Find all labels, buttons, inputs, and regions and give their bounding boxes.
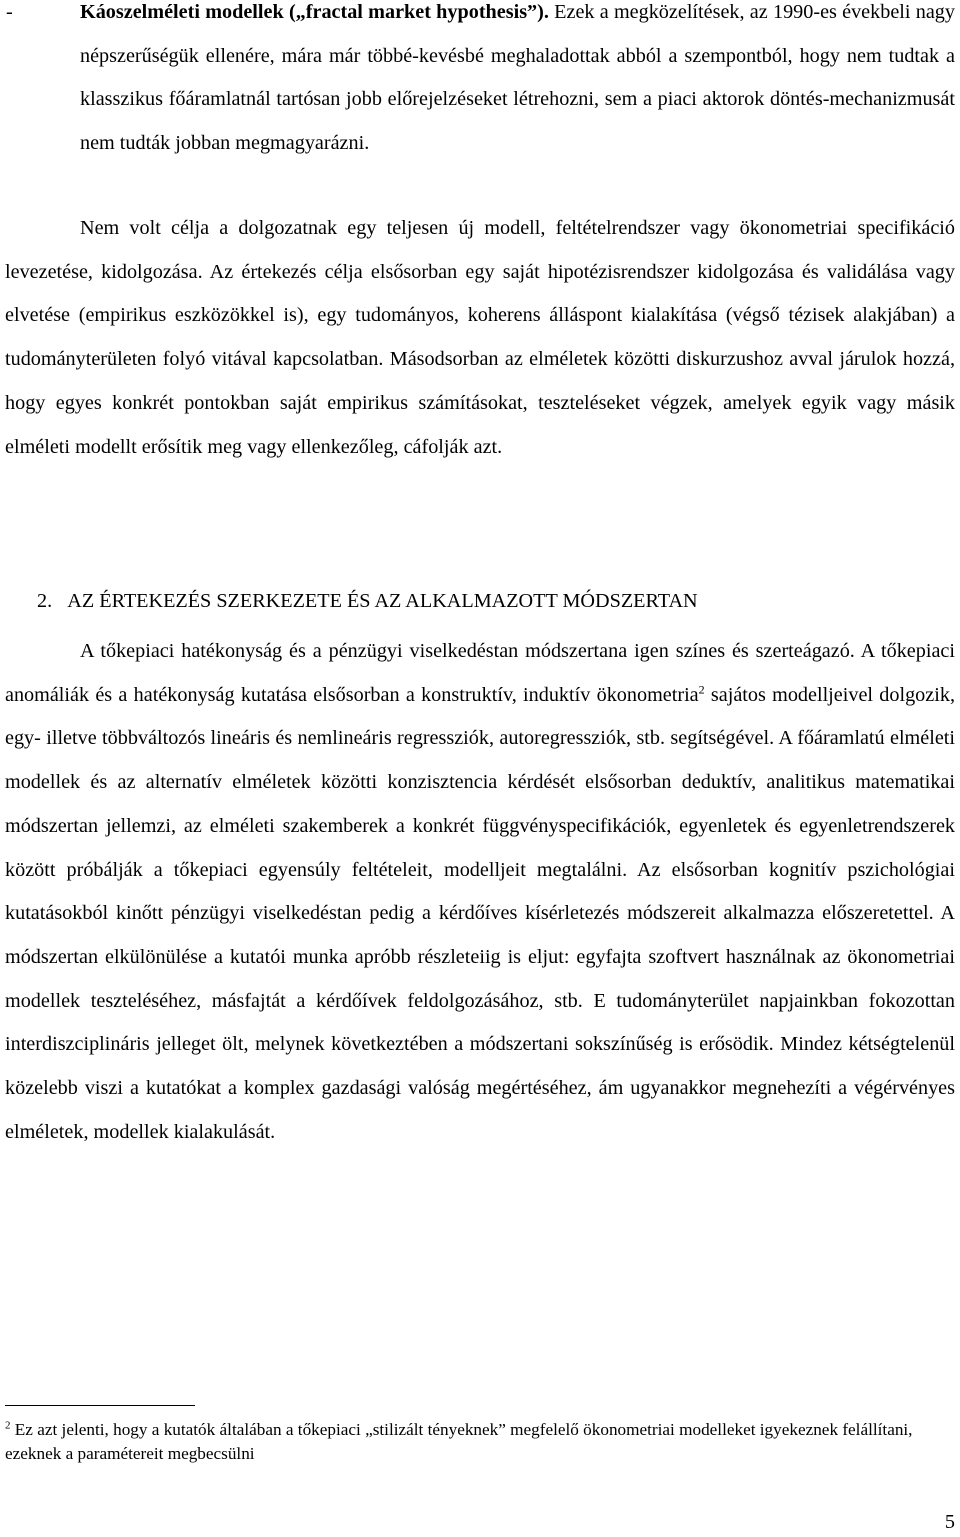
paragraph-methodology-part-1: A tőkepiaci hatékonyság és a pénzügyi viselkedéstan módszertana igen színes és szerteágazó. A tőkepiaci anomáliák és a hatékonyság kutatása elsősorban a konstruktív, induktív ökonometria (5, 640, 955, 706)
list-marker: - (6, 1, 13, 23)
list-item-text: Ezek a megközelítések, az 1990-es évekbeli nagy népszerűségük ellenére, mára már többé-kevésbé meghaladottak abból a szempontból, hogy nem tudtak a klasszikus főáramlatnál tartósan jobb előrejelzéseket létrehozni, sem a piaci aktorok döntés-mechanizmusát nem tudták jobban megmagyarázni. (80, 1, 955, 155)
section-number: 2. (37, 590, 53, 612)
page-number: 5 (944, 1511, 955, 1533)
list-item-bold-lead: Káoszelméleti modellek („fractal market hypothesis”). (80, 1, 549, 23)
paragraph-methodology-part-2: sajátos modelljeivel dolgozik, egy- illetve többváltozós lineáris és nemlineáris regressziók, autoregressziók, stb. segítségével. A főáramlatú elméleti modellek és az alternatív elméletek közötti konzisztencia kérdését elsősorban deduktív, analitikus matematikai módszertan jellemzi, az elméleti szakemberek a konkrét függvényspecifikációk, egyenletek és egyenletrendszerek között próbálják a tőkepiaci egyensúly feltételeit, modelljeit megtalálni. Az elsősorban kognitív pszichológiai kutatásokból kinőtt pénzügyi viselkedéstan pedig a kérdőíves kísérletezés módszereit alkalmazza előszeretettel. A módszertan elkülönülése a kutatói munka apróbb részleteiig is eljut: egyfajta szoftvert használnak az ökonometriai modellek teszteléséhez, másfajtát a kérdőívek feldolgozásához, stb. E tudományterület napjainkban fokozottan interdiszciplináris jelleget ölt, melynek következtében a módszertani sokszínűség is erősödik. Mindez kétségtelenül közelebb viszi a kutatókat a komplex gazdasági valóság megértéséhez, ám ugyanakkor megnehezíti a végérvényes elméletek, modellek kialakulását. (5, 683, 955, 1143)
footnote (5, 1418, 955, 1467)
footnote-text: Ez azt jelenti, hogy a kutatók általában a tőkepiaci „stilizált tényeknek” megfelelő ökonometriai modelleket igyekeznek felállítani, ezeknek a paramétereit megbecsülni (5, 1420, 913, 1464)
list-item-chaos-models (80, 0, 955, 166)
section-heading (37, 580, 955, 624)
section-title: AZ ÉRTEKEZÉS SZERKEZETE ÉS AZ ALKALMAZOTT MÓDSZERTAN (67, 590, 698, 612)
footnote-separator (5, 1405, 195, 1406)
paragraph-methodology (5, 630, 955, 1154)
paragraph-goals: Nem volt célja a dolgozatnak egy teljesen új modell, feltételrendszer vagy ökonometriai specifikáció levezetése, kidolgozása. Az értekezés célja elsősorban egy saját hipotézisrendszer kidolgozása és validálása vagy elvetése (empirikus eszközökkel is), egy tudományos, koherens álláspont kialakítása (végső tézisek alakjában) a tudományterületen folyó vitával kapcsolatban. Másodsorban az elméletek közötti diskurzushoz avval járulok hozzá, hogy egyes konkrét pontokban saját empirikus számításokat, teszteléseket végzek, amelyek egyik vagy másik elméleti modellt erősítik meg vagy ellenkezőleg, cáfolják azt. (5, 217, 955, 458)
footnote-reference[interactable]: 2 (698, 681, 705, 696)
footnote-number: 2 (5, 1419, 11, 1432)
